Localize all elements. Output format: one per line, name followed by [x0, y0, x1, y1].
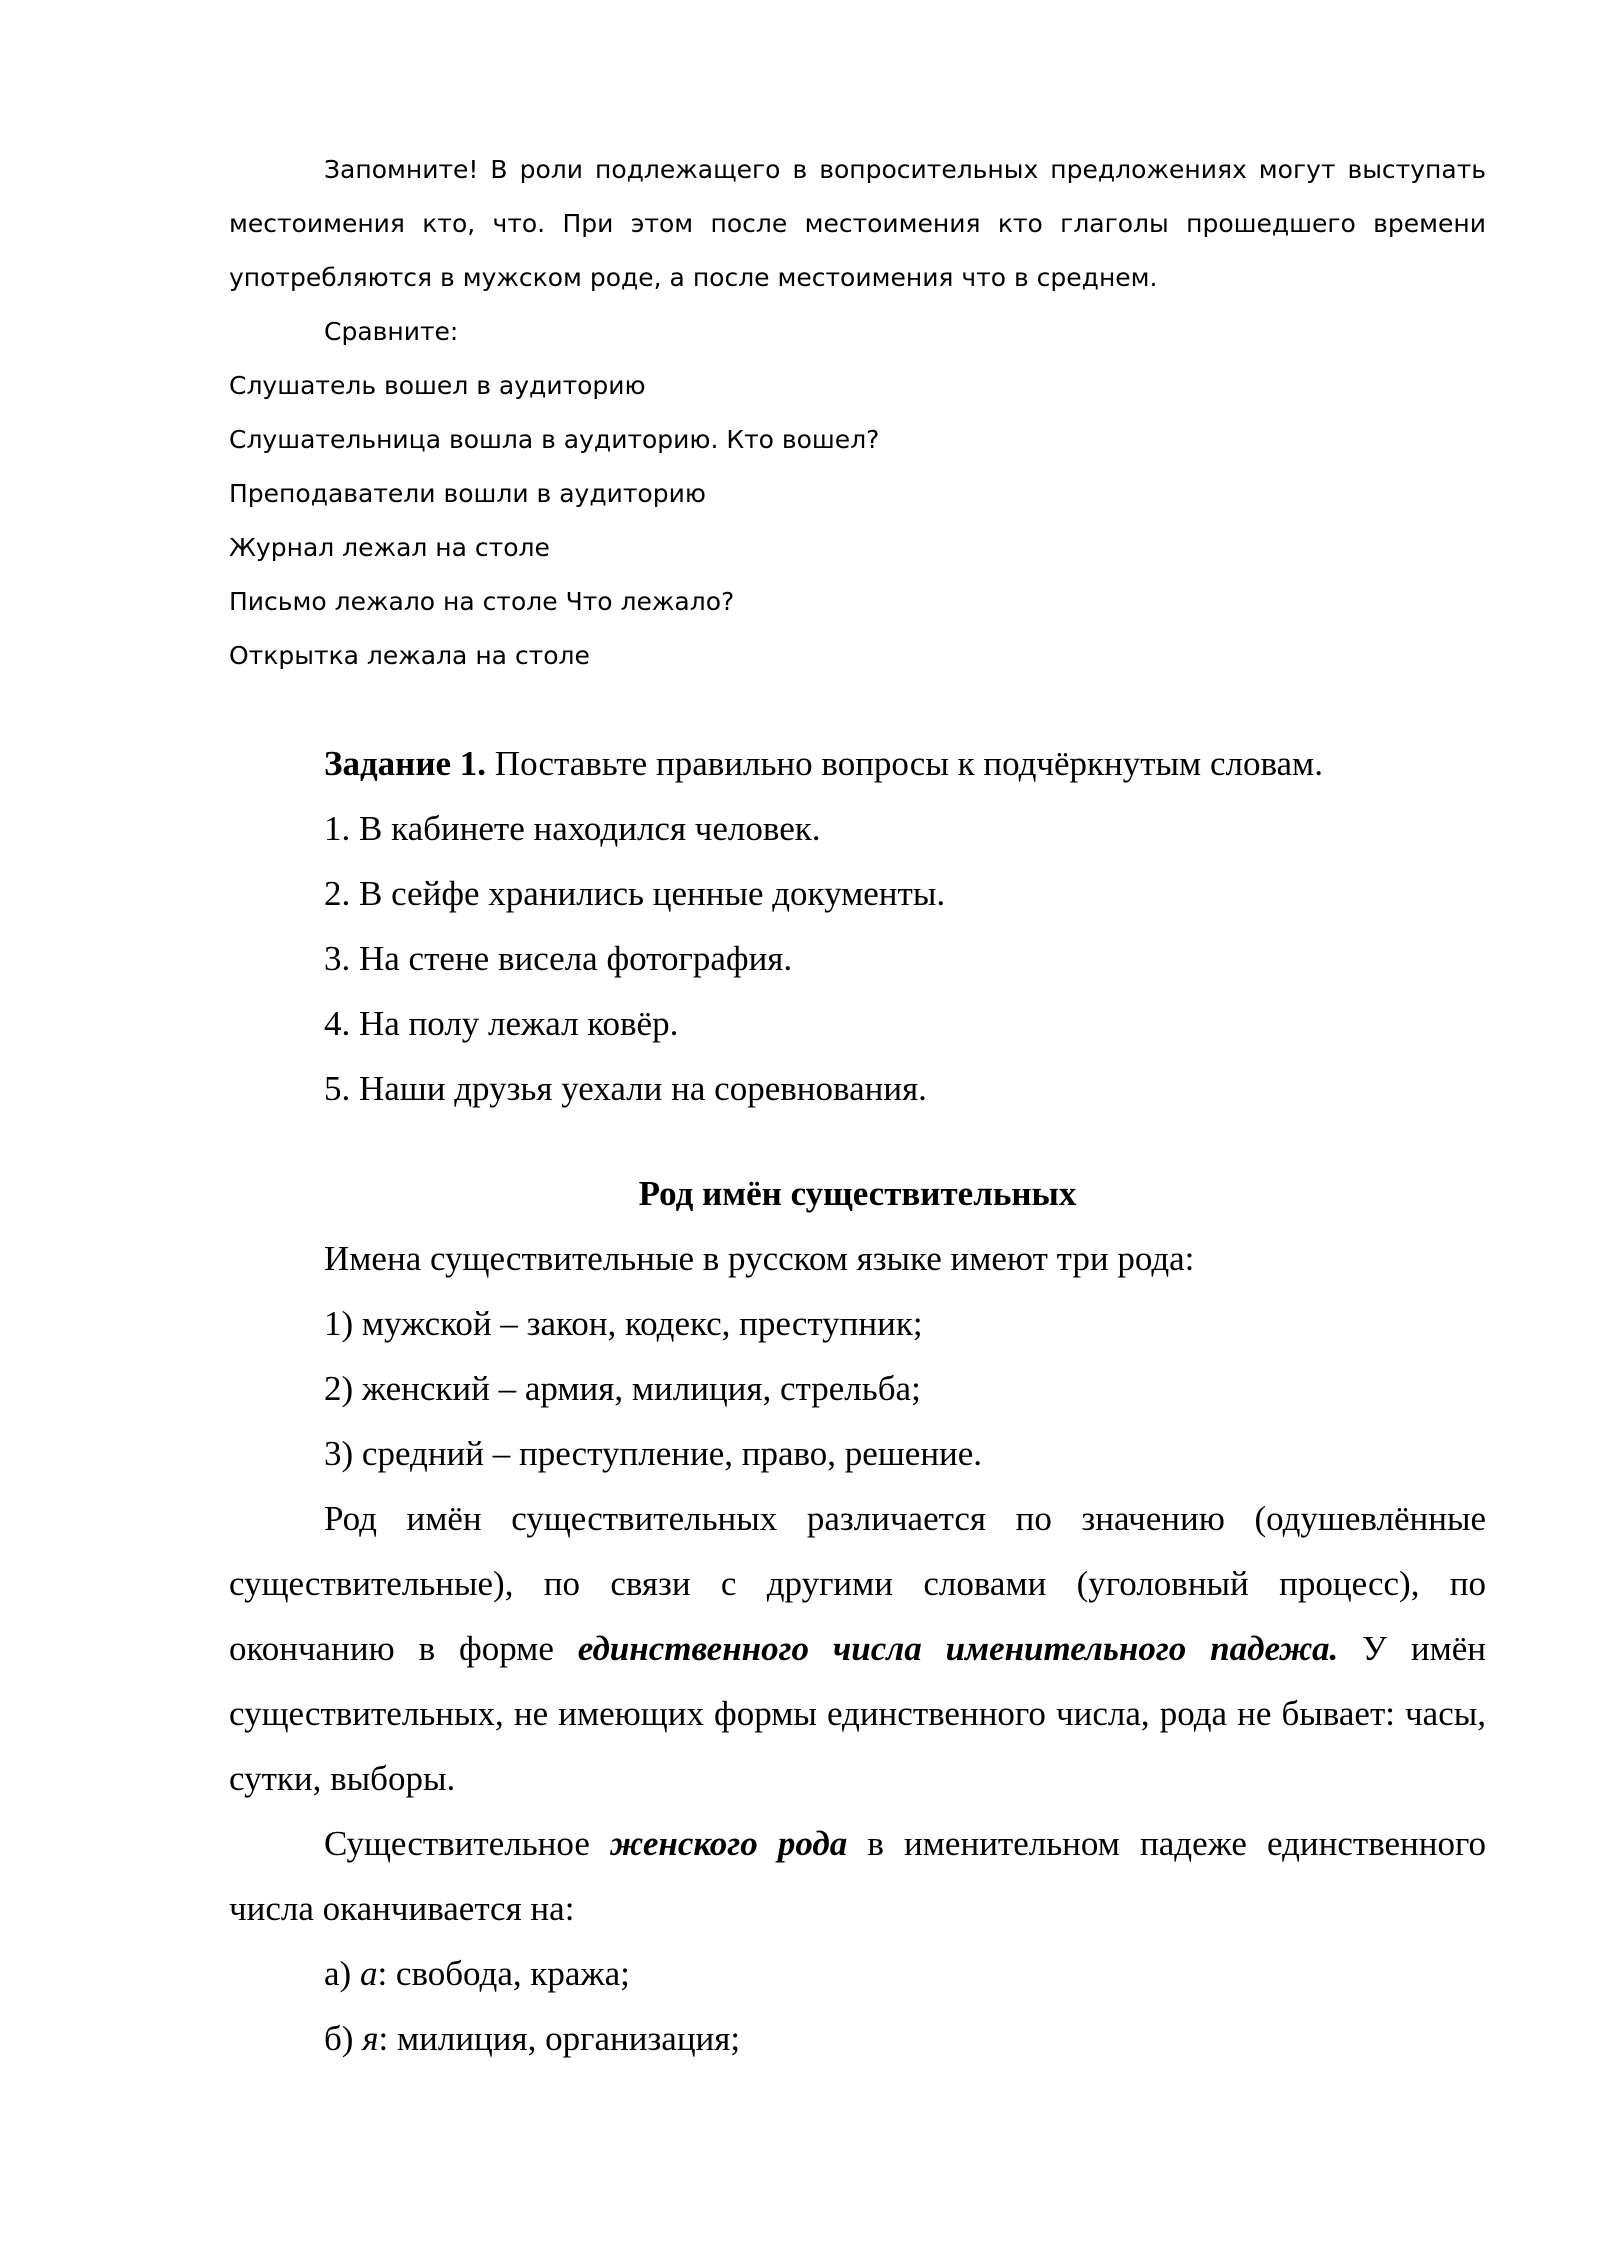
section-paragraph-1: Род имён существительных различается по значению (одушевлённые существительные), по связи с другими словами (уголовный процесс), по окончанию в форме единственного числа именительного падежа. У имён существительных, не имеющих формы единственного числа, рода не бывает: часы, сутки, выборы.: [229, 1499, 1486, 1798]
gender-item: 2) женский – армия, милиция, стрельба;: [324, 1369, 921, 1408]
task-label: Задание 1.: [324, 744, 487, 783]
compare-label: Сравните:: [324, 317, 459, 346]
task-instruction: Поставьте правильно вопросы к подчёркнутым словам.: [486, 744, 1323, 783]
note-block: [229, 143, 1486, 683]
task-item: 3. На стене висела фотография.: [324, 939, 793, 978]
task-item: 4. На полу лежал ковёр.: [324, 1004, 679, 1043]
emphasis-text: женского рода: [610, 1824, 848, 1863]
section-intro: Имена существительные в русском языке имеют три рода:: [324, 1239, 1195, 1278]
ending-letter: а: [359, 1954, 378, 1993]
example-line: Слушатель вошел в аудиторию: [229, 371, 646, 400]
task-block: [229, 731, 1486, 1121]
example-line: Открытка лежала на столе: [229, 641, 590, 670]
task-heading: [229, 731, 1486, 796]
note-paragraph: Запомните! В роли подлежащего в вопросительных предложениях могут выступать местоимения кто, что. При этом после местоимения кто глаголы прошедшего времени употребляются в мужском роде, а после местоимения что в среднем.: [229, 155, 1486, 292]
ending-letter: я: [362, 2019, 379, 2058]
section-paragraph-2: Существительное женского рода в именительном падеже единственного числа оканчивается на:: [229, 1824, 1486, 1928]
task-item: 2. В сейфе хранились ценные документы.: [324, 874, 946, 913]
example-line: Преподаватели вошли в аудиторию: [229, 479, 706, 508]
section-title: Род имён существительных: [638, 1174, 1077, 1213]
ending-item: б) я: милиция, организация;: [324, 2019, 741, 2058]
section-block: [229, 1161, 1486, 2071]
example-line: Письмо лежало на столе Что лежало?: [229, 587, 735, 616]
gender-item: 3) средний – преступление, право, решение.: [324, 1434, 983, 1473]
example-line: Журнал лежал на столе: [229, 533, 550, 562]
ending-item: а) а: свобода, кража;: [324, 1954, 630, 1993]
task-item: 5. Наши друзья уехали на соревнования.: [324, 1069, 927, 1108]
task-item: 1. В кабинете находился человек.: [324, 809, 821, 848]
gender-item: 1) мужской – закон, кодекс, преступник;: [324, 1304, 923, 1343]
example-line: Слушательница вошла в аудиторию. Кто вошел?: [229, 425, 880, 454]
emphasis-text: единственного числа именительного падежа.: [577, 1629, 1339, 1668]
